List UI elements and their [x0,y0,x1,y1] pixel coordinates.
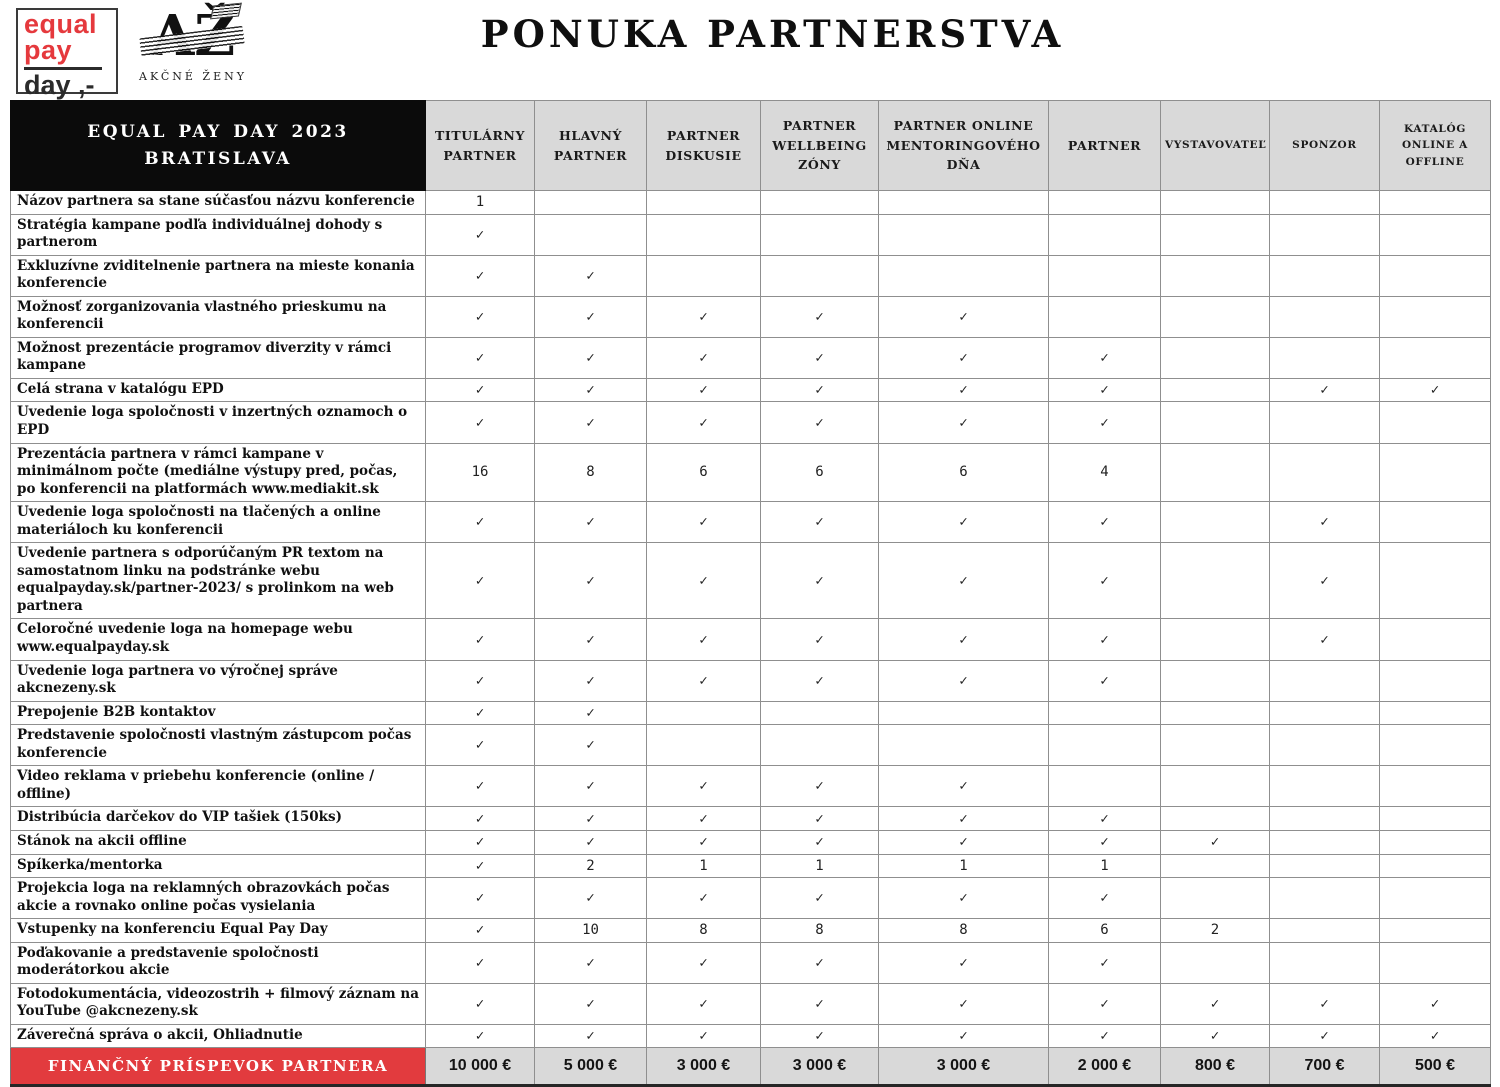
empty-cell [1270,337,1380,378]
table-row [11,255,1491,296]
check-cell: ✓ [1049,878,1161,919]
empty-cell [1380,660,1491,701]
price-cell: 3 000 € [761,1048,879,1086]
row-label: Prepojenie B2B kontaktov [11,701,426,725]
empty-cell [1161,255,1270,296]
empty-cell [1161,660,1270,701]
check-cell: ✓ [879,766,1049,807]
empty-cell [1049,255,1161,296]
table-row [11,214,1491,255]
page-title: PONUKA PARTNERSTVA [480,12,1065,56]
check-cell: ✓ [426,878,535,919]
check-cell: ✓ [1161,830,1270,854]
column-header-4: PARTNER WELLBEING ZÓNY [761,101,879,191]
check-cell: ✓ [1380,983,1491,1024]
table-row [11,402,1491,443]
empty-cell [647,214,761,255]
empty-cell [761,214,879,255]
row-label: Predstavenie spoločnosti vlastným zástupcom počas konferencie [11,725,426,766]
check-cell: ✓ [1049,942,1161,983]
empty-cell [1380,854,1491,878]
check-cell: ✓ [1161,983,1270,1024]
empty-cell [1161,725,1270,766]
check-cell: ✓ [426,983,535,1024]
check-cell: ✓ [1049,402,1161,443]
check-cell: ✓ [647,402,761,443]
check-cell: ✓ [426,502,535,543]
check-cell: ✓ [1049,543,1161,619]
empty-cell [1161,942,1270,983]
check-cell: ✓ [535,337,647,378]
column-header-9: KATALÓG ONLINE A OFFLINE [1380,101,1491,191]
empty-cell [1161,191,1270,215]
value-cell: 4 [1049,443,1161,502]
empty-cell [1161,296,1270,337]
check-cell: ✓ [879,502,1049,543]
empty-cell [1380,807,1491,831]
table-row [11,502,1491,543]
empty-cell [1380,725,1491,766]
empty-cell [1270,191,1380,215]
row-label: Záverečná správa o akcii, Ohliadnutie [11,1024,426,1048]
empty-cell [1380,701,1491,725]
empty-cell [1380,443,1491,502]
row-label: Poďakovanie a predstavenie spoločnosti moderátorkou akcie [11,942,426,983]
price-cell: 5 000 € [535,1048,647,1086]
empty-cell [879,255,1049,296]
row-label: Uvedenie loga partnera vo výročnej správe akcnezeny.sk [11,660,426,701]
empty-cell [1161,443,1270,502]
empty-cell [879,725,1049,766]
check-cell: ✓ [761,807,879,831]
price-cell: 10 000 € [426,1048,535,1086]
check-cell: ✓ [1049,830,1161,854]
check-cell: ✓ [647,337,761,378]
empty-cell [1161,807,1270,831]
check-cell: ✓ [426,942,535,983]
check-cell: ✓ [761,543,879,619]
check-cell: ✓ [761,660,879,701]
check-cell: ✓ [647,543,761,619]
check-cell: ✓ [879,543,1049,619]
check-cell: ✓ [426,766,535,807]
price-cell: 3 000 € [879,1048,1049,1086]
check-cell: ✓ [1049,660,1161,701]
value-cell: 6 [647,443,761,502]
empty-cell [1380,619,1491,660]
empty-cell [1270,878,1380,919]
check-cell: ✓ [879,619,1049,660]
footer-row [11,1048,1491,1086]
check-cell: ✓ [647,942,761,983]
empty-cell [1049,214,1161,255]
value-cell: 2 [535,854,647,878]
empty-cell [1380,766,1491,807]
empty-cell [761,725,879,766]
row-label: Projekcia loga na reklamných obrazovkách počas akcie a rovnako online počas vysielania [11,878,426,919]
table-row [11,919,1491,943]
check-cell: ✓ [647,296,761,337]
empty-cell [1049,766,1161,807]
check-cell: ✓ [535,983,647,1024]
table-row [11,660,1491,701]
epd-logo-line3: day ,- [24,70,95,101]
row-label: Uvedenie loga spoločnosti na tlačených a online materiáloch ku konferencii [11,502,426,543]
check-cell: ✓ [426,1024,535,1048]
akcne-zeny-caption: AKČNÉ ŽENY [139,70,247,83]
empty-cell [1380,402,1491,443]
check-cell: ✓ [1270,983,1380,1024]
table-row [11,942,1491,983]
price-cell: 500 € [1380,1048,1491,1086]
column-header-3: PARTNER DISKUSIE [647,101,761,191]
check-cell: ✓ [1270,619,1380,660]
check-cell: ✓ [426,378,535,402]
check-cell: ✓ [535,660,647,701]
column-header-1: TITULÁRNY PARTNER [426,101,535,191]
empty-cell [1270,701,1380,725]
check-cell: ✓ [535,830,647,854]
table-row [11,725,1491,766]
check-cell: ✓ [535,701,647,725]
column-header-2: HLAVNÝ PARTNER [535,101,647,191]
check-cell: ✓ [426,919,535,943]
row-label: Fotodokumentácia, videozostrih + filmový záznam na YouTube @akcnezeny.sk [11,983,426,1024]
check-cell: ✓ [647,660,761,701]
check-cell: ✓ [535,1024,647,1048]
empty-cell [1380,919,1491,943]
check-cell: ✓ [647,807,761,831]
table-row [11,830,1491,854]
epd-logo-line2: pay [24,34,73,65]
empty-cell [1049,296,1161,337]
check-cell: ✓ [535,255,647,296]
empty-cell [535,214,647,255]
table-row [11,854,1491,878]
empty-cell [1270,214,1380,255]
column-header-6: PARTNER [1049,101,1161,191]
empty-cell [1161,337,1270,378]
empty-cell [1161,402,1270,443]
partnership-table [10,100,1491,1087]
column-header-8: SPONZOR [1270,101,1380,191]
check-cell: ✓ [426,725,535,766]
table-row [11,191,1491,215]
empty-cell [1380,337,1491,378]
check-cell: ✓ [1049,619,1161,660]
check-cell: ✓ [761,402,879,443]
value-cell: 6 [1049,919,1161,943]
check-cell: ✓ [535,725,647,766]
value-cell: 8 [879,919,1049,943]
table-row [11,443,1491,502]
check-cell: ✓ [761,878,879,919]
empty-cell [1270,660,1380,701]
row-label: Možnost prezentácie programov diverzity v rámci kampane [11,337,426,378]
table-header [11,101,1491,191]
empty-cell [647,701,761,725]
value-cell: 8 [535,443,647,502]
check-cell: ✓ [426,830,535,854]
epd-logo-line1: equal [24,9,98,39]
table-row [11,378,1491,402]
row-label: Stratégia kampane podľa individuálnej dohody s partnerom [11,214,426,255]
row-label: Celoročné uvedenie loga na homepage webu www.equalpayday.sk [11,619,426,660]
financial-contribution-label: FINANČNÝ PRÍSPEVOK PARTNERA [11,1048,426,1086]
empty-cell [647,255,761,296]
row-label: Prezentácia partnera v rámci kampane v minimálnom počte (mediálne výstupy pred, počas, po konferencii na platformách www.mediakit.sk [11,443,426,502]
empty-cell [1380,191,1491,215]
check-cell: ✓ [761,942,879,983]
table-row [11,337,1491,378]
row-label: Uvedenie loga spoločnosti v inzertných oznamoch o EPD [11,402,426,443]
empty-cell [1380,878,1491,919]
row-label: Vstupenky na konferenciu Equal Pay Day [11,919,426,943]
check-cell: ✓ [535,402,647,443]
check-cell: ✓ [1049,1024,1161,1048]
row-label: Spíkerka/mentorka [11,854,426,878]
check-cell: ✓ [426,543,535,619]
header-row [11,101,1491,191]
empty-cell [1270,807,1380,831]
empty-cell [1270,766,1380,807]
empty-cell [1161,502,1270,543]
check-cell: ✓ [535,619,647,660]
check-cell: ✓ [879,402,1049,443]
empty-cell [761,255,879,296]
table-row [11,983,1491,1024]
check-cell: ✓ [761,337,879,378]
check-cell: ✓ [1270,378,1380,402]
check-cell: ✓ [1049,807,1161,831]
table-row [11,807,1491,831]
check-cell: ✓ [761,830,879,854]
empty-cell [761,191,879,215]
check-cell: ✓ [879,983,1049,1024]
empty-cell [1380,543,1491,619]
check-cell: ✓ [647,619,761,660]
row-label: Distribúcia darčekov do VIP tašiek (150ks) [11,807,426,831]
page-header [0,0,1500,100]
check-cell: ✓ [1049,378,1161,402]
value-cell: 8 [647,919,761,943]
empty-cell [1161,543,1270,619]
check-cell: ✓ [1380,378,1491,402]
check-cell: ✓ [1049,983,1161,1024]
empty-cell [535,191,647,215]
row-label: Exkluzívne zviditelnenie partnera na mieste konania konferencie [11,255,426,296]
empty-cell [1270,725,1380,766]
table-row [11,766,1491,807]
empty-cell [1161,214,1270,255]
check-cell: ✓ [761,502,879,543]
check-cell: ✓ [879,296,1049,337]
check-cell: ✓ [761,1024,879,1048]
check-cell: ✓ [1380,1024,1491,1048]
table-row [11,296,1491,337]
check-cell: ✓ [426,337,535,378]
value-cell: 6 [761,443,879,502]
check-cell: ✓ [426,701,535,725]
empty-cell [879,214,1049,255]
empty-cell [1380,830,1491,854]
row-label: Možnosť zorganizovania vlastného prieskumu na konferencii [11,296,426,337]
table-body [11,191,1491,1048]
empty-cell [879,191,1049,215]
check-cell: ✓ [535,807,647,831]
row-label: Stánok na akcii offline [11,830,426,854]
check-cell: ✓ [761,296,879,337]
check-cell: ✓ [1270,502,1380,543]
empty-cell [1380,214,1491,255]
row-label: Uvedenie partnera s odporúčaným PR textom na samostatnom linku na podstránke webu equalpayday.sk/partner-2023/ s prolinkom na web partnera [11,543,426,619]
value-cell: 1 [1049,854,1161,878]
empty-cell [1270,854,1380,878]
table-footer [11,1048,1491,1086]
empty-cell [1161,378,1270,402]
table-row [11,543,1491,619]
empty-cell [761,701,879,725]
column-header-7: VYSTAVOVATEĽ [1161,101,1270,191]
empty-cell [1161,619,1270,660]
check-cell: ✓ [879,942,1049,983]
check-cell: ✓ [426,214,535,255]
table-row [11,878,1491,919]
table-row [11,701,1491,725]
empty-cell [1049,725,1161,766]
value-cell: 1 [879,854,1049,878]
column-header-5: PARTNER ONLINE MENTORINGOVÉHO DŇA [879,101,1049,191]
empty-cell [1270,255,1380,296]
price-cell: 3 000 € [647,1048,761,1086]
check-cell: ✓ [535,502,647,543]
empty-cell [1380,942,1491,983]
empty-cell [647,191,761,215]
check-cell: ✓ [647,830,761,854]
check-cell: ✓ [426,619,535,660]
empty-cell [1161,766,1270,807]
empty-cell [1161,878,1270,919]
row-label: Celá strana v katalógu EPD [11,378,426,402]
value-cell: 1 [647,854,761,878]
empty-cell [1270,296,1380,337]
check-cell: ✓ [647,766,761,807]
table-row [11,1024,1491,1048]
empty-cell [1161,701,1270,725]
check-cell: ✓ [647,378,761,402]
value-cell: 1 [761,854,879,878]
check-cell: ✓ [761,378,879,402]
check-cell: ✓ [647,502,761,543]
empty-cell [1270,942,1380,983]
check-cell: ✓ [535,378,647,402]
value-cell: 10 [535,919,647,943]
empty-cell [1270,402,1380,443]
check-cell: ✓ [1270,1024,1380,1048]
check-cell: ✓ [761,619,879,660]
check-cell: ✓ [647,983,761,1024]
check-cell: ✓ [535,942,647,983]
empty-cell [1270,919,1380,943]
check-cell: ✓ [879,878,1049,919]
empty-cell [879,701,1049,725]
check-cell: ✓ [879,1024,1049,1048]
corner-cell: EQUAL PAY DAY 2023 BRATISLAVA [11,101,426,191]
check-cell: ✓ [1270,543,1380,619]
empty-cell [1270,443,1380,502]
check-cell: ✓ [535,543,647,619]
value-cell: 6 [879,443,1049,502]
check-cell: ✓ [535,878,647,919]
value-cell: 8 [761,919,879,943]
value-cell: 16 [426,443,535,502]
check-cell: ✓ [1161,1024,1270,1048]
check-cell: ✓ [879,807,1049,831]
check-cell: ✓ [426,296,535,337]
check-cell: ✓ [879,830,1049,854]
check-cell: ✓ [879,660,1049,701]
check-cell: ✓ [761,983,879,1024]
check-cell: ✓ [426,255,535,296]
empty-cell [647,725,761,766]
check-cell: ✓ [426,854,535,878]
price-cell: 800 € [1161,1048,1270,1086]
check-cell: ✓ [535,296,647,337]
empty-cell [1380,502,1491,543]
empty-cell [1049,191,1161,215]
value-cell: 2 [1161,919,1270,943]
value-cell: 1 [426,191,535,215]
empty-cell [1380,255,1491,296]
empty-cell [1161,854,1270,878]
empty-cell [1380,296,1491,337]
check-cell: ✓ [1049,502,1161,543]
check-cell: ✓ [535,766,647,807]
check-cell: ✓ [426,807,535,831]
check-cell: ✓ [647,1024,761,1048]
empty-cell [1049,701,1161,725]
check-cell: ✓ [426,660,535,701]
price-cell: 700 € [1270,1048,1380,1086]
table-row [11,619,1491,660]
empty-cell [1270,830,1380,854]
check-cell: ✓ [1049,337,1161,378]
row-label: Video reklama v priebehu konferencie (online / offline) [11,766,426,807]
price-cell: 2 000 € [1049,1048,1161,1086]
check-cell: ✓ [879,378,1049,402]
check-cell: ✓ [426,402,535,443]
check-cell: ✓ [761,766,879,807]
row-label: Názov partnera sa stane súčasťou názvu konferencie [11,191,426,215]
check-cell: ✓ [879,337,1049,378]
check-cell: ✓ [647,878,761,919]
